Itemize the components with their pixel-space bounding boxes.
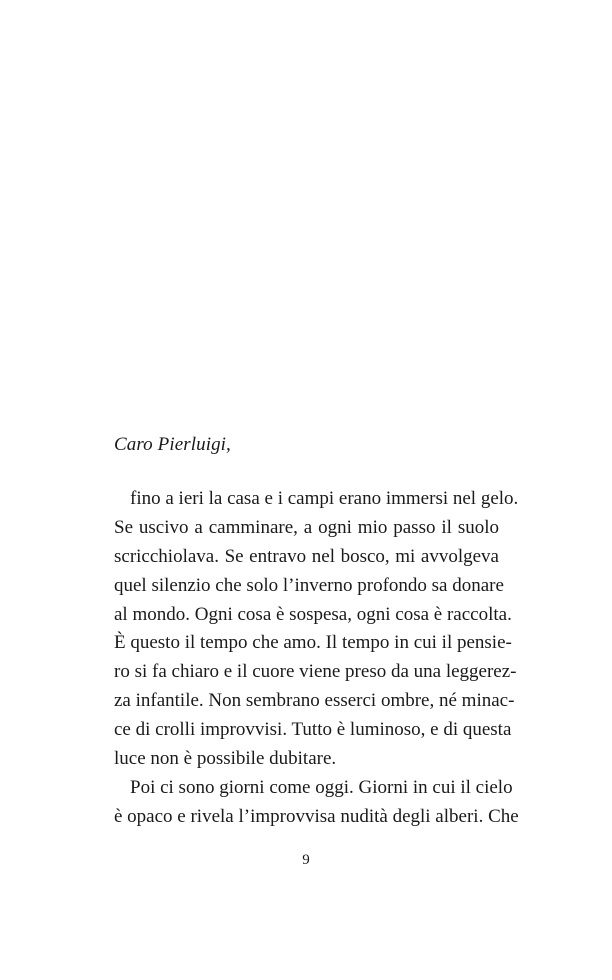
text-line: è opaco e rivela l’improvvisa nudità degli alberi. Che [114,805,519,827]
text-line: È questo il tempo che amo. Il tempo in cui il pensie- [114,632,512,654]
paragraph-1 [114,485,519,774]
text-line: fino a ieri la casa e i campi erano immersi nel gelo. [130,488,519,509]
text-line: ce di crolli improvvisi. Tutto è luminoso, e di questa [114,719,512,741]
text-line: Poi ci sono giorni come oggi. Giorni in cui il cielo [130,776,513,798]
text-line: ro si fa chiaro e il cuore viene preso da una leggerez- [114,661,517,683]
letter-body [114,485,519,832]
letter-salutation: Caro Pierluigi, [114,434,231,455]
paragraph-2 [114,774,519,832]
text-line: Se uscivo a camminare, a ogni mio passo il suolo [114,516,499,538]
page-number: 9 [302,852,310,868]
text-line: al mondo. Ogni cosa è sospesa, ogni cosa è raccolta. [114,603,512,625]
text-line: quel silenzio che solo l’inverno profondo sa donare [114,574,504,596]
text-line: za infantile. Non sembrano esserci ombre, né minac- [114,690,515,712]
text-line: scricchiolava. Se entravo nel bosco, mi avvolgeva [114,545,499,567]
text-line: luce non è possibile dubitare. [114,748,337,770]
